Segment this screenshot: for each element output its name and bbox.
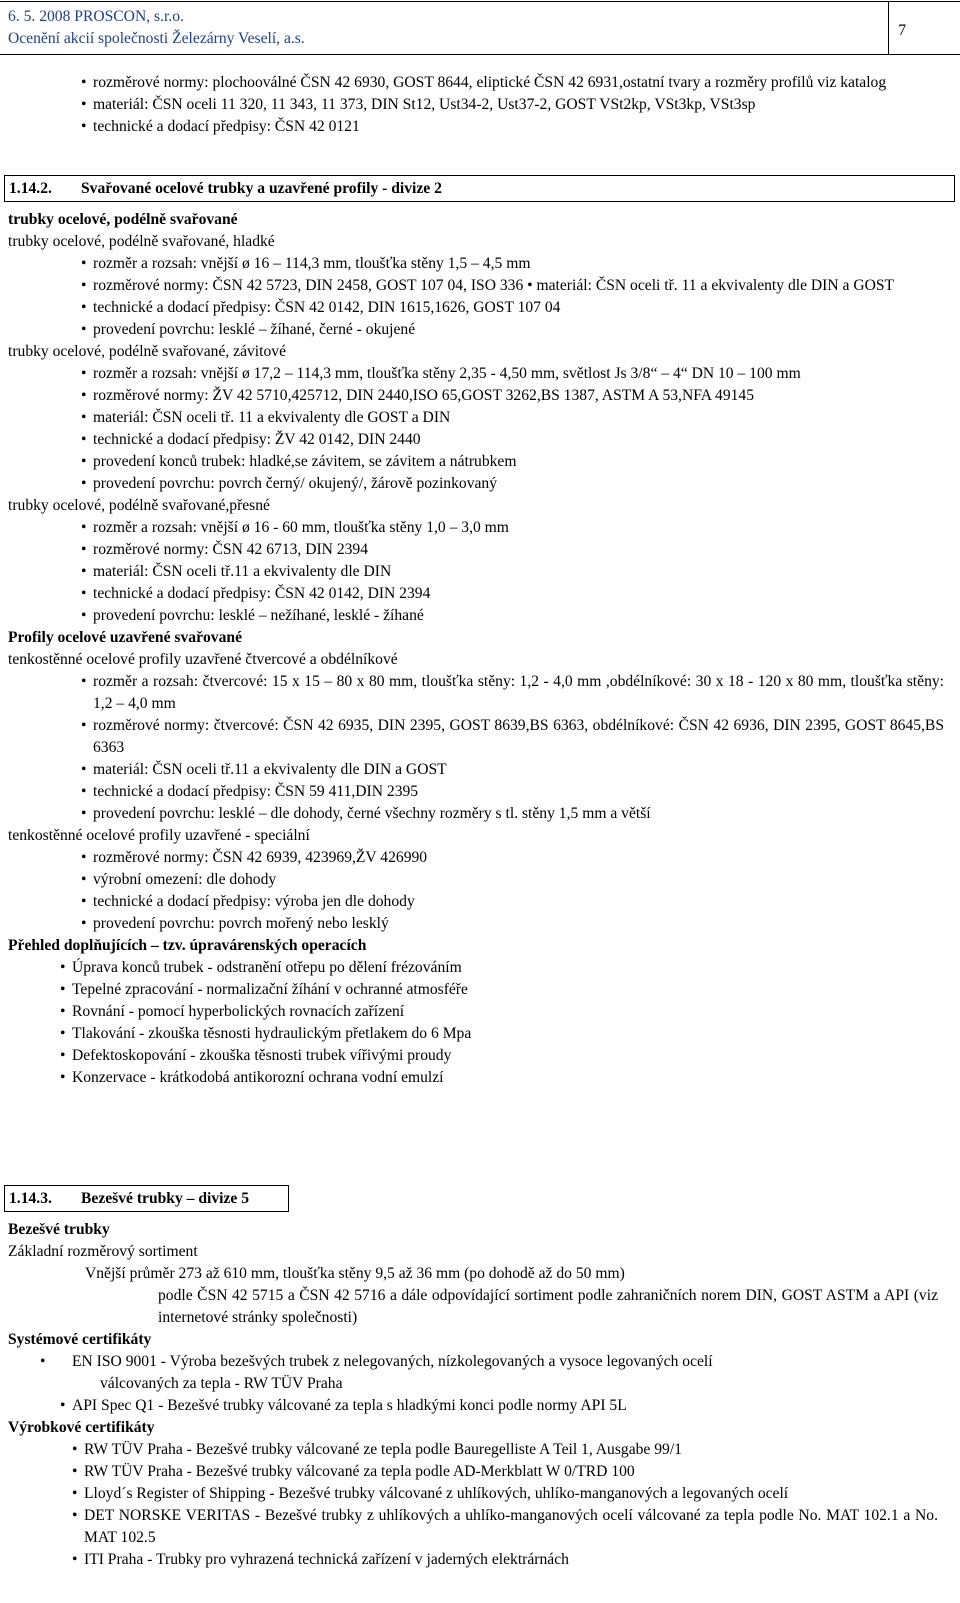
bullet-icon: • <box>72 1485 78 1502</box>
list-item: • technické a dodací předpisy: výroba jen dle dohody <box>8 891 944 913</box>
list-item: • technické a dodací předpisy: ČSN 42 0121 <box>8 116 944 138</box>
header-document-title: Ocenění akcií společnosti Železárny Veselí, a.s. <box>8 30 305 47</box>
list-item: • materiál: ČSN oceli tř.11 a ekvivalenty dle DIN a GOST <box>8 759 944 781</box>
list-item: • provedení povrchu: lesklé – nežíhané, lesklé - žíhané <box>8 605 944 627</box>
list-item: • rozměrové normy: ČSN 42 6939, 423969,ŽV 426990 <box>8 847 944 869</box>
list-item: • API Spec Q1 - Bezešvé trubky válcované za tepla s hladkými konci podle normy API 5L <box>8 1395 944 1417</box>
list-item: • výrobní omezení: dle dohody <box>8 869 944 891</box>
list-item: • Rovnání - pomocí hyperbolických rovnacích zařízení <box>8 1001 944 1023</box>
bullet-icon: • <box>81 277 87 294</box>
bullet-icon: • <box>81 849 87 866</box>
list-item: • Úprava konců trubek - odstranění otřepu po dělení frézováním <box>8 957 944 979</box>
list-item: • DET NORSKE VERITAS - Bezešvé trubky z uhlíkových a uhlíko-manganových ocelí válcované za tepla podle No. MAT 102.1 a No. MAT 102.5 <box>72 1507 938 1546</box>
bullet-icon: • <box>81 717 87 734</box>
list-item: • provedení povrchu: povrch černý/ okujený/, žárově pozinkovaný <box>8 473 944 495</box>
bullet-icon: • <box>81 365 87 382</box>
bullet-icon: • <box>81 673 87 690</box>
list-item: • materiál: ČSN oceli tř.11 a ekvivalenty dle DIN <box>8 561 944 583</box>
bullet-icon: • <box>81 96 87 113</box>
bullet-icon: • <box>60 1397 66 1414</box>
bullet-icon: • <box>81 783 87 800</box>
list-item: • ITI Praha - Trubky pro vyhrazená technická zařízení v jaderných elektrárnách <box>8 1549 944 1571</box>
bullet-icon: • <box>81 915 87 932</box>
bullet-icon: • <box>60 1047 66 1064</box>
header-bottom-rule <box>0 54 960 55</box>
bullet-icon: • <box>60 1003 66 1020</box>
bullet-icon: • <box>60 1025 66 1042</box>
list-item: • materiál: ČSN oceli 11 320, 11 343, 11 373, DIN St12, Ust34-2, Ust37-2, GOST VSt2kp, VSt3kp, VSt3sp <box>8 94 944 116</box>
group-label: Základní rozměrový sortiment <box>8 1243 198 1260</box>
sortiment-line: podle ČSN 42 5715 a ČSN 42 5716 a dále odpovídající sortiment podle zahraničních norem DIN, GOST ASTM a API (viz internetové stránky společnosti) <box>158 1287 938 1326</box>
header-divider <box>888 1 889 55</box>
list-item: • rozměrové normy: ŽV 42 5710,425712, DIN 2440,ISO 65,GOST 3262,BS 1387, ASTM A 53,NFA 49145 <box>8 385 944 407</box>
list-item: • Lloyd´s Register of Shipping - Bezešvé trubky válcované z uhlíkových, uhlíko-manganových a legovaných ocelí <box>8 1483 944 1505</box>
sortiment-line: Vnější průměr 273 až 610 mm, tloušťka stěny 9,5 až 36 mm (po dohodě až do 50 mm) <box>85 1265 625 1282</box>
header-top-rule <box>0 1 960 2</box>
bullet-icon: • <box>40 1353 46 1370</box>
bullet-icon: • <box>81 519 87 536</box>
section-title: Bezešvé trubky – divize 5 <box>81 1190 250 1207</box>
list-item: • provedení konců trubek: hladké,se závitem, se závitem a nátrubkem <box>8 451 944 473</box>
section-number: 1.14.2. <box>9 180 52 197</box>
list-item: • rozměr a rozsah: vnější ø 17,2 – 114,3 mm, tloušťka stěny 2,35 - 4,50 mm, světlost Js 3/8“ – 4“ DN 10 – 100 mm <box>8 363 944 385</box>
group-label: trubky ocelové, podélně svařované,přesné <box>8 497 270 514</box>
bullet-icon: • <box>72 1507 78 1524</box>
bullet-icon: • <box>81 299 87 316</box>
page-header <box>0 0 960 60</box>
bullet-icon: • <box>81 453 87 470</box>
bullet-icon: • <box>81 805 87 822</box>
list-item: • rozměrové normy: ČSN 42 5723, DIN 2458, GOST 107 04, ISO 336 • materiál: ČSN oceli tř. 11 a ekvivalenty dle DIN a GOST <box>8 275 944 297</box>
section-title: Svařované ocelové trubky a uzavřené profily - divize 2 <box>81 180 442 197</box>
bullet-icon: • <box>72 1441 78 1458</box>
top-bullet-list <box>8 72 944 138</box>
bullet-icon: • <box>81 607 87 624</box>
list-item: • Konzervace - krátkodobá antikorozní ochrana vodní emulzí <box>8 1067 944 1089</box>
list-item: • technické a dodací předpisy: ČSN 42 0142, DIN 2394 <box>8 583 944 605</box>
subsection-heading: Bezešvé trubky <box>8 1221 110 1238</box>
subsection-heading: Systémové certifikáty <box>8 1331 152 1348</box>
list-item: • RW TÜV Praha - Bezešvé trubky válcované ze tepla podle Bauregelliste A Teil 1, Ausgabe 99/1 <box>8 1439 944 1461</box>
list-item: • technické a dodací předpisy: ČSN 42 0142, DIN 1615,1626, GOST 107 04 <box>8 297 944 319</box>
list-item: • provedení povrchu: povrch mořený nebo lesklý <box>8 913 944 935</box>
list-item: • rozměrové normy: ČSN 42 6713, DIN 2394 <box>8 539 944 561</box>
group-label: tenkostěnné ocelové profily uzavřené - speciální <box>8 827 310 844</box>
bullet-icon: • <box>81 387 87 404</box>
subsection-heading: trubky ocelové, podélně svařované <box>8 211 238 228</box>
bullet-icon: • <box>60 959 66 976</box>
subsection-heading: Výrobkové certifikáty <box>8 1419 155 1436</box>
bullet-icon: • <box>60 1069 66 1086</box>
list-item: • Defektoskopování - zkouška těsnosti trubek vířivými proudy <box>8 1045 944 1067</box>
group-label: trubky ocelové, podélně svařované, závitové <box>8 343 286 360</box>
bullet-icon: • <box>72 1551 78 1568</box>
list-item: • rozměr a rozsah: vnější ø 16 - 60 mm, tloušťka stěny 1,0 – 3,0 mm <box>8 517 944 539</box>
list-item: • materiál: ČSN oceli tř. 11 a ekvivalenty dle GOST a DIN <box>8 407 944 429</box>
group-label: tenkostěnné ocelové profily uzavřené čtvercové a obdélníkové <box>8 651 398 668</box>
bullet-icon: • <box>81 585 87 602</box>
page-number: 7 <box>898 22 906 39</box>
bullet-icon: • <box>81 118 87 135</box>
bullet-icon: • <box>81 431 87 448</box>
section-1-14-3-body <box>8 1219 944 1571</box>
bullet-icon: • <box>81 475 87 492</box>
bullet-icon: • <box>81 563 87 580</box>
bullet-icon: • <box>81 893 87 910</box>
list-item: • provedení povrchu: lesklé – dle dohody, černé všechny rozměry s tl. stěny 1,5 mm a větší <box>8 803 944 825</box>
list-item: • rozměrové normy: plochooválné ČSN 42 6930, GOST 8644, eliptické ČSN 42 6931,ostatní tvary a rozměry profilů viz katalog <box>8 72 944 94</box>
section-heading-1-14-3 <box>4 1185 289 1212</box>
section-heading-1-14-2 <box>4 175 955 202</box>
subsection-heading: Přehled doplňujících – tzv. úpravárenských operacích <box>8 937 367 954</box>
bullet-icon: • <box>81 74 87 91</box>
bullet-icon: • <box>60 981 66 998</box>
list-item: • rozměr a rozsah: čtvercové: 15 x 15 – 80 x 80 mm, tloušťka stěny: 1,2 - 4,0 mm ,obdélníkové: 30 x 18 - 120 x 80 mm, tloušťka stěny: 1,2 – 4,0 mm <box>81 673 944 712</box>
bullet-icon: • <box>72 1463 78 1480</box>
list-item: • Tepelné zpracování - normalizační žíhání v ochranné atmosféře <box>8 979 944 1001</box>
section-1-14-2-body <box>8 209 944 1089</box>
subsection-heading: Profily ocelové uzavřené svařované <box>8 629 242 646</box>
bullet-icon: • <box>81 321 87 338</box>
list-item: • RW TÜV Praha - Bezešvé trubky válcované za tepla podle AD-Merkblatt W 0/TRD 100 <box>8 1461 944 1483</box>
list-item: • rozměrové normy: čtvercové: ČSN 42 6935, DIN 2395, GOST 8639,BS 6363, obdélníkové: ČSN 42 6936, DIN 2395, GOST 8645,BS 6363 <box>81 717 944 756</box>
list-item: • EN ISO 9001 - Výroba bezešvých trubek z nelegovaných, nízkolegovaných a vysoce legovaných ocelí válcovaných za tepla - RW TÜV Praha <box>40 1353 713 1392</box>
bullet-icon: • <box>81 409 87 426</box>
list-item: • technické a dodací předpisy: ČSN 59 411,DIN 2395 <box>8 781 944 803</box>
list-item: • technické a dodací předpisy: ŽV 42 0142, DIN 2440 <box>8 429 944 451</box>
bullet-icon: • <box>81 541 87 558</box>
list-item: • Tlakování - zkouška těsnosti hydraulickým přetlakem do 6 Mpa <box>8 1023 944 1045</box>
header-date-company: 6. 5. 2008 PROSCON, s.r.o. <box>8 8 184 25</box>
section-number: 1.14.3. <box>9 1190 52 1207</box>
bullet-icon: • <box>81 255 87 272</box>
list-item: • rozměr a rozsah: vnější ø 16 – 114,3 mm, tloušťka stěny 1,5 – 4,5 mm <box>8 253 944 275</box>
bullet-icon: • <box>81 871 87 888</box>
bullet-icon: • <box>81 761 87 778</box>
group-label: trubky ocelové, podélně svařované, hladké <box>8 233 275 250</box>
list-item: • provedení povrchu: lesklé – žíhané, černé - okujené <box>8 319 944 341</box>
